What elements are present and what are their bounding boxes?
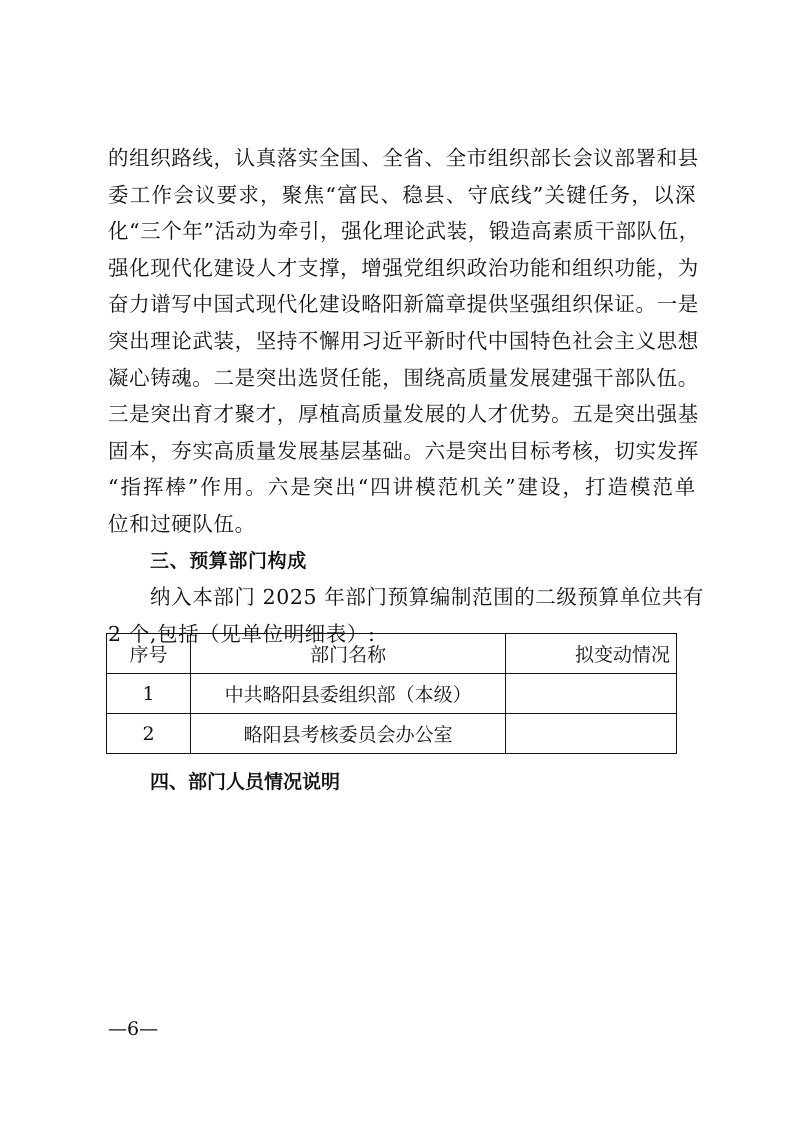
table-row [107, 674, 677, 714]
paragraph-line: 化“三个年”活动为牵引，强化理论武装，锻造高素质干部队伍， [108, 219, 700, 244]
paragraph-line: 的组织路线，认真落实全国、全省、全市组织部长会议部署和县 [108, 146, 699, 170]
paragraph-line: “指挥棒”作用。六是突出“四讲模范机关”建设，打造模范单 [108, 475, 696, 500]
paragraph-line: 奋力谱写中国式现代化建设略阳新篇章提供坚强组织保证。一是 [108, 292, 699, 317]
cell-change [506, 674, 677, 714]
header-cell-change: 拟变动情况 [506, 634, 677, 674]
body-text [108, 140, 705, 652]
table-header-row [107, 634, 677, 674]
paragraph-line: 固本，夯实高质量发展基层基础。六是突出目标考核，切实发挥 [108, 438, 699, 463]
page-number: —6— [108, 1018, 159, 1040]
paragraph-line: 位和过硬队伍。 [108, 511, 256, 536]
section-heading-4: 四、部门人员情况说明 [150, 771, 341, 793]
header-cell-no: 序号 [107, 634, 191, 674]
cell-change [506, 714, 677, 754]
paragraph-line: 三是突出育才聚才，厚植高质量发展的人才优势。五是突出强基 [108, 402, 699, 427]
section-heading-3: 三、预算部门构成 [150, 549, 307, 572]
unit-detail-table [106, 633, 677, 754]
paragraph-line: 强化现代化建设人才支撑，增强党组织政治功能和组织功能，为 [108, 255, 699, 280]
cell-no: 2 [107, 714, 191, 754]
paragraph-line: 委工作会议要求，聚焦“富民、稳县、守底线”关键任务，以深 [108, 182, 696, 207]
paragraph-line: 突出理论武装，坚持不懈用习近平新时代中国特色社会主义思想 [108, 328, 699, 353]
cell-no: 1 [107, 674, 191, 714]
section-3-text-cont: 2 个,包括（见单位明细表）: [108, 621, 376, 646]
cell-name: 中共略阳县委组织部（本级） [191, 674, 506, 714]
section-3-text: 纳入本部门 2025 年部门预算编制范围的二级预算单位共有 [150, 585, 705, 610]
paragraph-line: 凝心铸魂。二是突出选贤任能，围绕高质量发展建强干部队伍。 [108, 365, 699, 390]
cell-name: 略阳县考核委员会办公室 [191, 714, 506, 754]
table-row [107, 714, 677, 754]
header-cell-name: 部门名称 [191, 634, 506, 674]
